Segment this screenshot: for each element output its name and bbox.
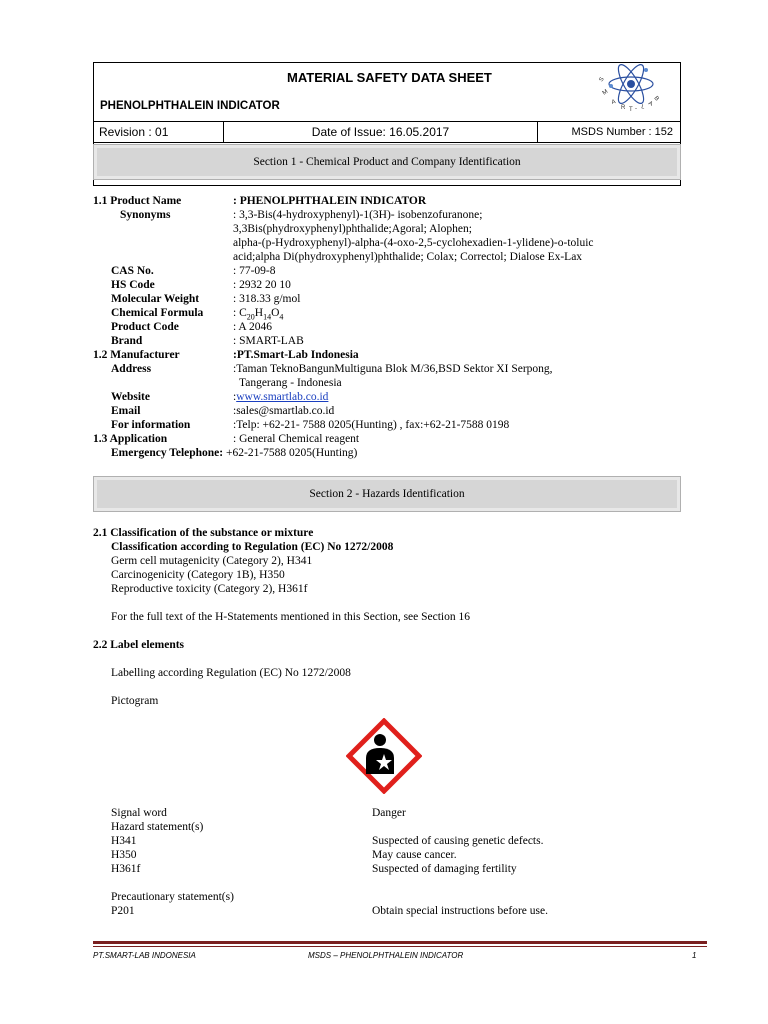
hazard-code: H361f	[111, 863, 141, 875]
msds-number: MSDS Number : 152	[571, 126, 673, 138]
address-line: :Taman TeknoBangunMultiguna Blok M/36,BSD Sektor XI Serpong,	[233, 363, 553, 375]
svg-text:L: L	[640, 104, 646, 111]
synonyms-line: alpha-(p-Hydroxyphenyl)-alpha-(4-oxo-2,5-cyclohexadien-1-ylidene)-o-toluic	[233, 237, 594, 249]
classification-item: Germ cell mutagenicity (Category 2), H341	[111, 555, 313, 567]
website-label: Website	[111, 391, 150, 403]
date-of-issue: Date of Issue: 16.05.2017	[224, 122, 538, 143]
email-label: Email	[111, 405, 141, 417]
classification-subheading: Classification according to Regulation (EC) No 1272/2008	[111, 541, 394, 553]
labelling-note: Labelling according Regulation (EC) No 1272/2008	[111, 667, 351, 679]
svg-text:-: -	[635, 106, 637, 112]
brand-value: : SMART-LAB	[233, 335, 304, 347]
svg-text:A: A	[647, 100, 654, 108]
svg-text:R: R	[621, 105, 626, 111]
synonyms-line: acid;alpha Di(phydroxyphenyl)phthalide; Colax; Correctol; Dialose Ex-Lax	[233, 251, 583, 263]
application-value: : General Chemical reagent	[233, 433, 360, 445]
hazard-text: May cause cancer.	[372, 849, 457, 861]
manufacturer-label: 1.2 Manufacturer	[93, 349, 180, 361]
signal-word-value: Danger	[372, 807, 406, 819]
synonyms-line: 3,3Bis(phydroxyphenyl)phthalide;Agoral; Alophen;	[233, 223, 472, 235]
document-subtitle: PHENOLPHTHALEIN INDICATOR	[100, 100, 280, 112]
classification-item: Carcinogenicity (Category 1B), H350	[111, 569, 285, 581]
precautionary-label: Precautionary statement(s)	[111, 891, 234, 903]
classification-item: Reproductive toxicity (Category 2), H361f	[111, 583, 308, 595]
footer-company: PT.SMART-LAB INDONESIA	[93, 951, 196, 960]
health-hazard-pictogram-icon	[346, 718, 422, 794]
product-name-label: 1.1 Product Name	[93, 195, 182, 207]
document-title: MATERIAL SAFETY DATA SHEET	[287, 70, 492, 85]
svg-text:M: M	[601, 88, 610, 97]
svg-text:A: A	[610, 99, 617, 106]
hs-code-value: : 2932 20 10	[233, 279, 291, 291]
email-value: :sales@smartlab.co.id	[233, 405, 335, 417]
hazard-code: H341	[111, 835, 137, 847]
section-1-heading: Section 1 - Chemical Product and Company Identification	[93, 144, 681, 180]
info-value: :Telp: +62-21- 7588 0205(Hunting) , fax:+62-21-7588 0198	[233, 419, 510, 431]
info-label: For information	[111, 419, 191, 431]
manufacturer-value: :PT.Smart-Lab Indonesia	[233, 349, 359, 361]
classification-heading: 2.1 Classification of the substance or mixture	[93, 527, 314, 539]
cas-label: CAS No.	[111, 265, 154, 277]
website-value: :www.smartlab.co.id	[233, 391, 329, 403]
product-name-value: : PHENOLPHTHALEIN INDICATOR	[233, 195, 427, 207]
hazard-statements-label: Hazard statement(s)	[111, 821, 204, 833]
label-elements-heading: 2.2 Label elements	[93, 639, 185, 651]
full-text-note: For the full text of the H-Statements mentioned in this Section, see Section 16	[111, 611, 470, 623]
chemical-formula-value: : $C_{20}H_{14}O_4$	[233, 307, 284, 322]
footer-rule	[93, 941, 707, 944]
page-number: 1	[692, 951, 697, 960]
address-line: Tangerang - Indonesia	[239, 377, 342, 389]
product-code-label: Product Code	[111, 321, 179, 333]
signal-word-label: Signal word	[111, 807, 167, 819]
emergency-telephone: Emergency Telephone: +62-21-7588 0205(Hunting)	[111, 447, 358, 459]
hazard-text: Suspected of damaging fertility	[372, 863, 517, 875]
pictogram-label: Pictogram	[111, 695, 159, 707]
hazard-text: Suspected of causing genetic defects.	[372, 835, 544, 847]
synonyms-line: : 3,3-Bis(4-hydroxyphenyl)-1(3H)- isobenzofuranone;	[233, 209, 483, 221]
hs-code-label: HS Code	[111, 279, 155, 291]
footer-rule-thin	[93, 946, 707, 947]
svg-text:B: B	[652, 95, 660, 103]
precautionary-text: Obtain special instructions before use.	[372, 905, 548, 917]
brand-label: Brand	[111, 335, 143, 347]
section-2-heading: Section 2 - Hazards Identification	[93, 476, 681, 512]
svg-text:T: T	[629, 107, 633, 113]
revision-number: Revision : 01	[93, 122, 224, 143]
molecular-weight-value: : 318.33 g/mol	[233, 293, 301, 305]
footer-document: MSDS – PHENOLPHTHALEIN INDICATOR	[308, 951, 464, 960]
molecular-weight-label: Molecular Weight	[111, 293, 200, 305]
hazard-code: H350	[111, 849, 137, 861]
website-link[interactable]: www.smartlab.co.id	[236, 391, 329, 403]
revision-row	[93, 121, 681, 143]
address-label: Address	[111, 363, 152, 375]
precautionary-code: P201	[111, 905, 135, 917]
synonyms-label: Synonyms	[120, 209, 171, 221]
svg-text:S: S	[598, 76, 606, 83]
smart-lab-atom-logo-icon	[598, 62, 664, 120]
product-code-value: : A 2046	[233, 321, 272, 333]
chemical-formula-label: Chemical Formula	[111, 307, 204, 319]
cas-value: : 77-09-8	[233, 265, 276, 277]
application-label: 1.3 Application	[93, 433, 168, 445]
